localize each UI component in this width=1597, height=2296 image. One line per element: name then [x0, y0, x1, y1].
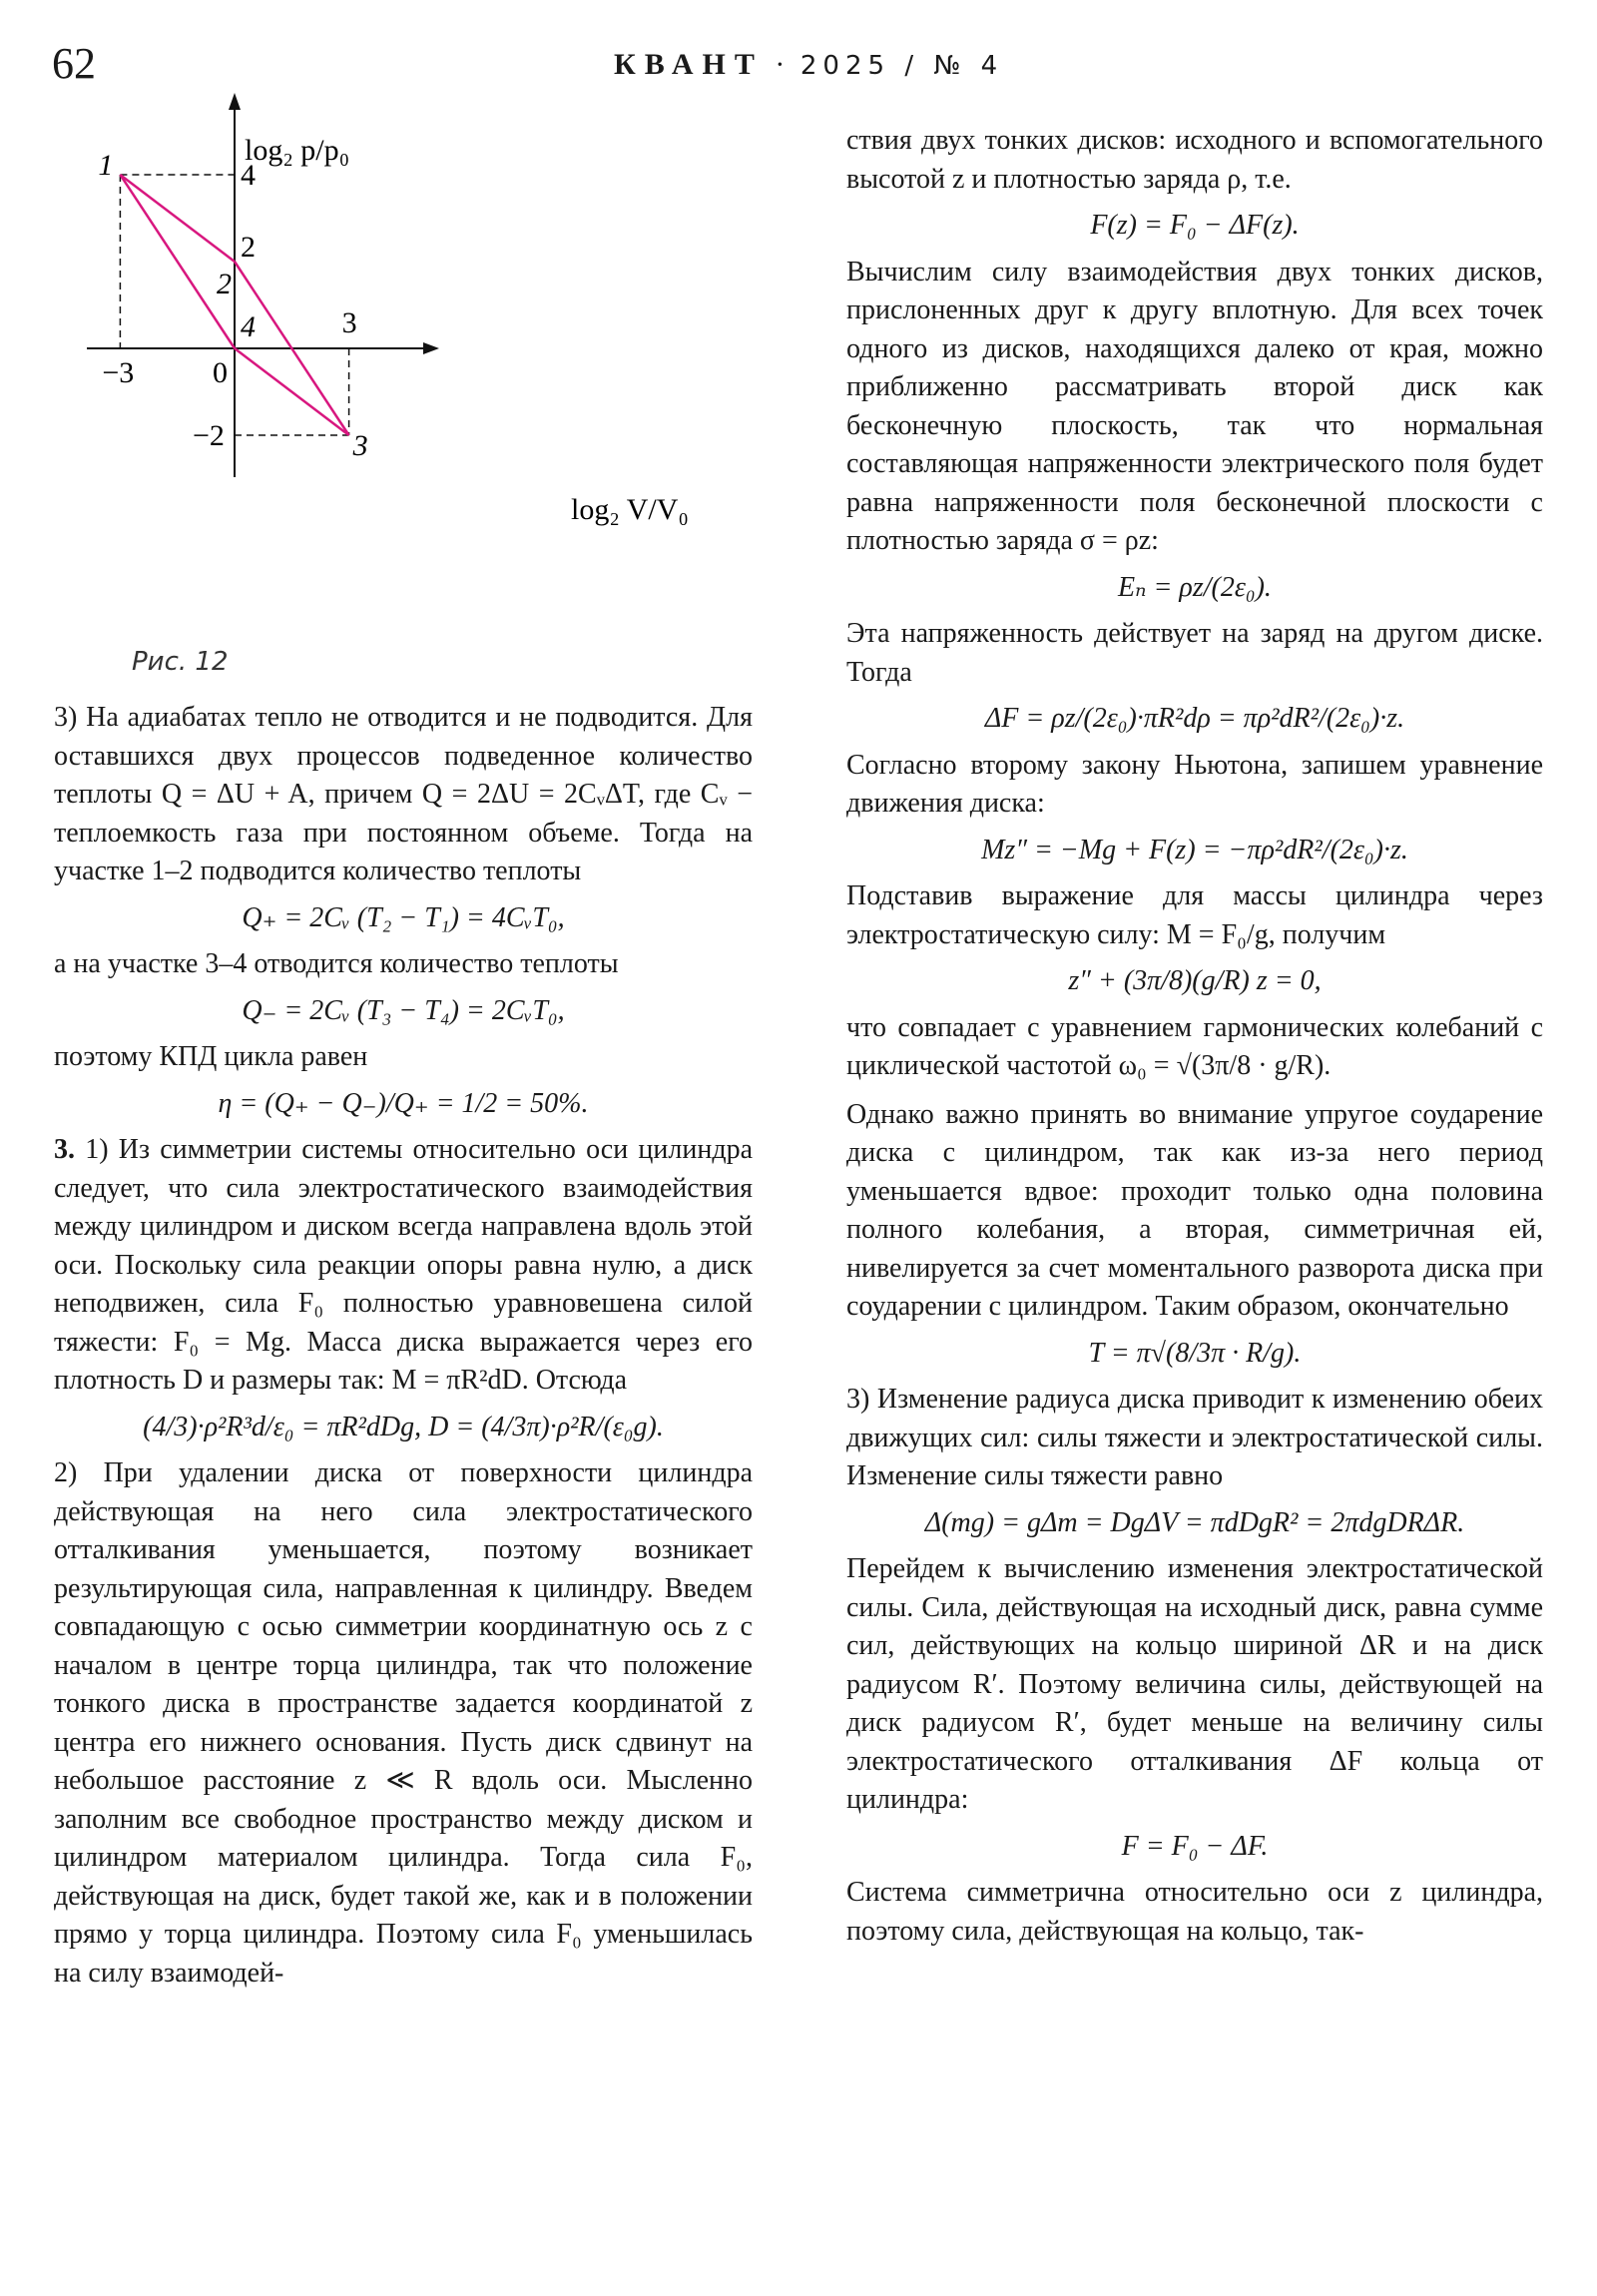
x-tick-label: 0	[213, 356, 228, 389]
formula: Δ(mg) = gΔm = DgΔV = πdDgR² = 2πdgDRΔR.	[924, 1506, 1465, 1538]
cycle-segment-1-2	[120, 175, 235, 262]
paragraph: Вычислим силу взаимодействия двух тонких дисков, прислоненных друг к другу вплотную. Для всех точек одного из дисков, находящихся далеко от края, можно приближенно рассматривать второй диск как бесконечную плоскость, так что нормальная составляющая напряженности электрического поля будет равна напряженности поля бесконечной плоскости с плотностью заряда σ = ρz:	[846, 256, 1543, 556]
x-axis-arrow	[423, 342, 439, 354]
point-label: 4	[241, 310, 256, 343]
point-label: 2	[217, 268, 232, 300]
formula: F = F₀ − ΔF.	[1121, 1830, 1269, 1862]
left-column	[54, 699, 753, 1993]
right-column	[846, 122, 1543, 1951]
paragraph: 2) При удалении диска от поверхности цилиндра действующая на него сила электростатического отталкивания уменьшается, поэтому возникает результирующая сила, направленная к цилиндру. Введем совпадающую с осью симметрии координатную ось z с началом в центре торца цилиндра, так что положение тонкого диска в пространстве задается координатой z центра его нижнего основания. Пусть диск сдвинут на небольшое расстояние z ≪ R вдоль оси. Мысленно заполним все свободное пространство между диском и цилиндром материалом цилиндра. Тогда сила F₀, действующая на диск, будет такой же, как и в положении прямо у торца цилиндра. Поэтому сила F₀ уменьшилась на силу взаимодей-	[54, 1457, 753, 1989]
paragraph: Перейдем к вычислению изменения электростатической силы. Сила, действующая на исходный диск, равна сумме сил, действующих на кольцо шириной ΔR и на диск радиусом R′. Поэтому величина силы, действующей на диск радиусом R′, будет меньше на величину силы электростатического отталкивания ΔF кольца от цилиндра:	[846, 1553, 1543, 1815]
y-tick-label: 4	[241, 159, 256, 192]
formula: η = (Q₊ − Q₋)/Q₊ = 1/2 = 50%.	[218, 1087, 589, 1119]
page-number: 62	[52, 39, 96, 88]
formula: Mz″ = −Mg + F(z) = −πρ²dR²/(2ε₀)·z.	[981, 834, 1408, 865]
formula: (4/3)·ρ²R³d/ε₀ = πR²dDg, D = (4/3π)·ρ²R/(ε₀g).	[143, 1411, 664, 1442]
paragraph: Подставив выражение для массы цилиндра через электростатическую силу: M = F₀/g, получим	[846, 880, 1543, 950]
pv-cycle-diagram	[0, 0, 759, 699]
cycle-segment-3-4	[235, 348, 349, 435]
paragraph: а на участке 3–4 отводится количество теплоты	[54, 948, 619, 979]
paragraph: 3) На адиабатах тепло не отводится и не подводится. Для оставшихся двух процессов подведенное количество теплоты Q = ΔU + A, причем Q = 2ΔU = 2CᵥΔT, где Cᵥ − теплоемкость газа при постоянном объеме. Тогда на участке 1–2 подводится количество теплоты	[54, 702, 753, 886]
y-axis-label: log₂ p/p₀	[245, 134, 350, 167]
y-tick-label: 2	[241, 231, 256, 264]
paragraph: Система симметрична относительно оси z цилиндра, поэтому сила, действующая на кольцо, так-	[846, 1877, 1543, 1947]
journal-title: КВАНТ	[614, 48, 764, 81]
formula: Eₙ = ρz/(2ε₀).	[1118, 571, 1272, 603]
formula: Q₋ = 2Cᵥ (T₃ − T₄) = 2CᵥT₀,	[242, 994, 565, 1026]
x-tick-label: 3	[341, 306, 357, 339]
paragraph: ствия двух тонких дисков: исходного и вспомогательного высотой z и плотностью заряда ρ, т.е.	[846, 125, 1543, 195]
x-axis-label: log₂ V/V₀	[571, 493, 689, 526]
y-tick-label: −2	[193, 419, 225, 452]
formula: F(z) = F₀ − ΔF(z).	[1090, 210, 1300, 241]
header-separator: ·	[775, 48, 790, 81]
paragraph: Согласно второму закону Ньютона, запишем уравнение движения диска:	[846, 749, 1543, 819]
formula: T = π√(8/3π · R/g).	[1088, 1337, 1302, 1369]
problem-number: 3.	[54, 1134, 75, 1165]
figure-caption: Рис. 12	[132, 647, 229, 677]
paragraph	[54, 1131, 753, 1401]
x-tick-label: −3	[102, 356, 135, 389]
paragraph: что совпадает с уравнением гармонических колебаний с циклической частотой ω₀ = √(3π/8 · g/R).	[846, 1011, 1543, 1081]
point-label: 3	[352, 429, 368, 462]
y-axis-arrow	[229, 93, 241, 110]
issue-number: 2025 / № 4	[799, 51, 1004, 81]
paragraph: 3) Изменение радиуса диска приводит к изменению обеих движущих сил: силы тяжести и электростатической силы. Изменение силы тяжести равно	[846, 1384, 1543, 1491]
paragraph-text: 1) Из симметрии системы относительно оси цилиндра следует, что сила электростатического взаимодействия между цилиндром и диском всегда направлена вдоль этой оси. Поскольку сила реакции опоры равна нулю, а диск неподвижен, сила F₀ полностью уравновешена силой тяжести: F₀ = Mg. Масса диска выражается через его плотность D и размеры так: M = πR²dD. Отсюда	[54, 1134, 753, 1396]
cycle-segment-4-1	[120, 175, 235, 348]
formula: ΔF = ρz/(2ε₀)·πR²dρ = πρ²dR²/(2ε₀)·z.	[984, 703, 1405, 734]
paragraph: Эта напряженность действует на заряд на другом диске. Тогда	[846, 618, 1543, 688]
formula: Q₊ = 2Cᵥ (T₂ − T₁) = 4CᵥT₀,	[242, 901, 565, 933]
paragraph: Однако важно принять во внимание упругое соударение диска с цилиндром, так как из-за него период уменьшается вдвое: проходит только одна половина полного колебания, а вторая, симметричная ей, нивелируется за счет моментального разворота диска при соударении с цилиндром. Таким образом, окончательно	[846, 1098, 1543, 1322]
paragraph: поэтому КПД цикла равен	[54, 1041, 368, 1072]
point-label: 1	[98, 149, 114, 182]
formula: z″ + (3π/8)(g/R) z = 0,	[1068, 965, 1322, 996]
